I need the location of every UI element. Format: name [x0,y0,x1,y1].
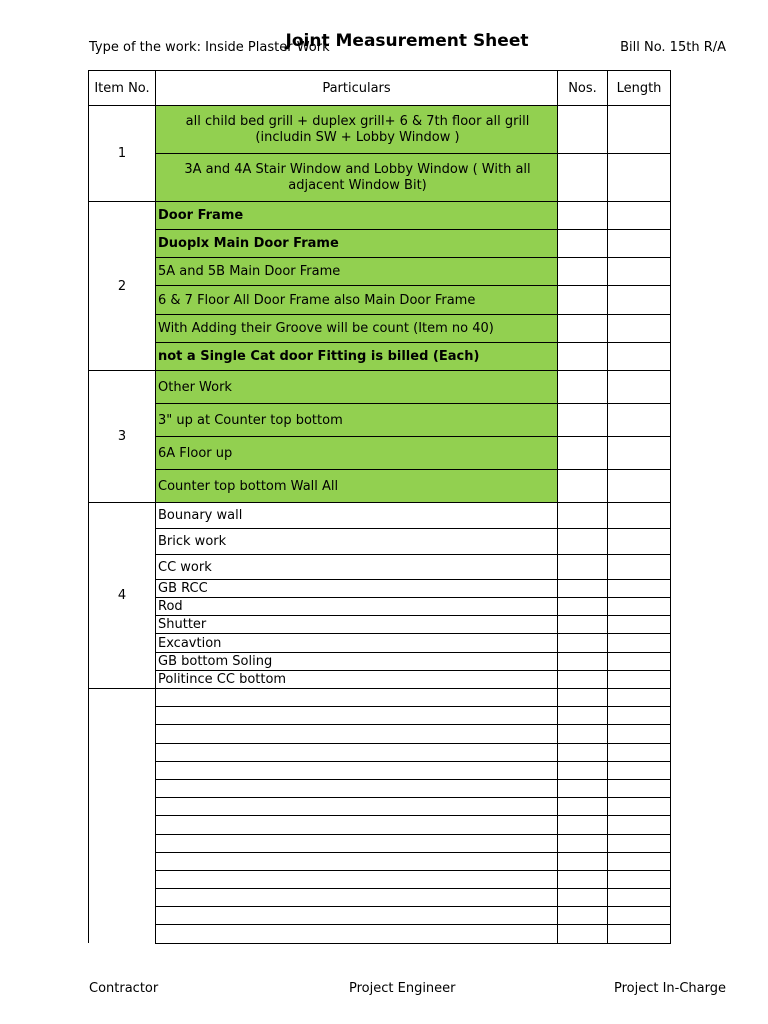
length-cell [608,404,671,437]
particulars-cell: 3" up at Counter top bottom [156,404,558,437]
nos-cell [558,798,608,816]
column-header-length: Length [608,71,671,106]
particulars-cell: 3A and 4A Stair Window and Lobby Window ( With all adjacent Window Bit) [156,154,558,202]
length-cell [608,725,671,743]
length-cell [608,529,671,555]
item-number-cell [89,689,156,944]
particulars-cell [156,834,558,852]
length-cell [608,816,671,834]
particulars-cell: Bounary wall [156,503,558,529]
length-cell [608,470,671,503]
particulars-cell: Other Work [156,371,558,404]
particulars-cell [156,761,558,779]
length-cell [608,779,671,797]
nos-cell [558,437,608,470]
nos-cell [558,816,608,834]
table-row [89,653,671,671]
length-cell [608,437,671,470]
particulars-cell: With Adding their Groove will be count (Item no 40) [156,315,558,343]
length-cell [608,689,671,707]
length-cell [608,580,671,598]
nos-cell [558,689,608,707]
particulars-cell [156,852,558,870]
nos-cell [558,230,608,258]
nos-cell [558,834,608,852]
bill-number: Bill No. 15th R/A [620,40,726,55]
length-cell [608,870,671,888]
empty-table-row [89,834,671,852]
length-cell [608,925,671,943]
signature-contractor: Contractor [89,981,159,996]
particulars-cell: Door Frame [156,202,558,230]
table-row [89,470,671,503]
length-cell [608,743,671,761]
particulars-cell [156,725,558,743]
nos-cell [558,503,608,529]
table-row [89,343,671,371]
nos-cell [558,598,608,616]
nos-cell [558,779,608,797]
table-row [89,371,671,404]
length-cell [608,907,671,925]
table-row [89,598,671,616]
empty-table-row [89,852,671,870]
work-type-label: Type of the work: Inside Plaster Work [89,40,330,55]
signature-project-in-charge: Project In-Charge [613,981,726,996]
particulars-cell [156,689,558,707]
table-row [89,315,671,343]
particulars-cell [156,907,558,925]
nos-cell [558,529,608,555]
empty-table-row [89,816,671,834]
nos-cell [558,925,608,943]
nos-cell [558,707,608,725]
table-row [89,202,671,230]
empty-table-row [89,761,671,779]
length-cell [608,707,671,725]
table-row [89,437,671,470]
length-cell [608,106,671,154]
empty-table-row [89,925,671,943]
particulars-cell [156,816,558,834]
nos-cell [558,852,608,870]
particulars-cell [156,870,558,888]
length-cell [608,634,671,653]
nos-cell [558,653,608,671]
particulars-cell [156,798,558,816]
table-row [89,258,671,286]
empty-table-row [89,907,671,925]
empty-table-row [89,798,671,816]
empty-table-row [89,707,671,725]
particulars-cell: Brick work [156,529,558,555]
nos-cell [558,671,608,689]
length-cell [608,761,671,779]
particulars-cell: Excavtion [156,634,558,653]
particulars-cell [156,925,558,943]
empty-table-row [89,870,671,888]
particulars-cell [156,707,558,725]
particulars-cell: all child bed grill + duplex grill+ 6 & 7th floor all grill (includin SW + Lobby Window ) [156,106,558,154]
particulars-cell: 6 & 7 Floor All Door Frame also Main Door Frame [156,286,558,315]
particulars-cell: Rod [156,598,558,616]
particulars-cell: GB bottom Soling [156,653,558,671]
particulars-cell: not a Single Cat door Fitting is billed (Each) [156,343,558,371]
length-cell [608,616,671,634]
nos-cell [558,761,608,779]
empty-table-row [89,689,671,707]
length-cell [608,315,671,343]
nos-cell [558,470,608,503]
nos-cell [558,634,608,653]
nos-cell [558,889,608,907]
nos-cell [558,743,608,761]
column-header-particulars: Particulars [156,71,558,106]
length-cell [608,258,671,286]
table-row [89,503,671,529]
table-row [89,555,671,580]
item-number-cell: 1 [89,106,156,202]
item-number-cell: 4 [89,503,156,689]
signature-project-engineer: Project Engineer [349,981,456,996]
length-cell [608,798,671,816]
measurement-table [88,70,671,944]
nos-cell [558,725,608,743]
table-row [89,404,671,437]
column-header-nos: Nos. [558,71,608,106]
nos-cell [558,315,608,343]
particulars-cell: Counter top bottom Wall All [156,470,558,503]
length-cell [608,671,671,689]
nos-cell [558,616,608,634]
table-row [89,580,671,598]
length-cell [608,598,671,616]
particulars-cell: CC work [156,555,558,580]
particulars-cell [156,889,558,907]
length-cell [608,555,671,580]
table-row [89,154,671,202]
particulars-cell: GB RCC [156,580,558,598]
nos-cell [558,404,608,437]
empty-table-row [89,725,671,743]
particulars-cell: Duoplx Main Door Frame [156,230,558,258]
empty-table-row [89,743,671,761]
length-cell [608,154,671,202]
table-row [89,671,671,689]
length-cell [608,343,671,371]
table-header-row [89,71,671,106]
nos-cell [558,870,608,888]
nos-cell [558,202,608,230]
nos-cell [558,371,608,404]
nos-cell [558,907,608,925]
nos-cell [558,580,608,598]
length-cell [608,202,671,230]
length-cell [608,286,671,315]
length-cell [608,889,671,907]
nos-cell [558,258,608,286]
particulars-cell: 5A and 5B Main Door Frame [156,258,558,286]
particulars-cell: Politince CC bottom [156,671,558,689]
table-row [89,616,671,634]
table-row [89,106,671,154]
length-cell [608,230,671,258]
particulars-cell [156,743,558,761]
length-cell [608,653,671,671]
nos-cell [558,106,608,154]
length-cell [608,371,671,404]
table-row [89,529,671,555]
table-row [89,230,671,258]
table-row [89,286,671,315]
empty-table-row [89,889,671,907]
table-row [89,634,671,653]
empty-table-row [89,779,671,797]
nos-cell [558,286,608,315]
page-title: Joint Measurement Sheet [285,31,529,51]
length-cell [608,503,671,529]
item-number-cell: 2 [89,202,156,371]
particulars-cell: Shutter [156,616,558,634]
nos-cell [558,154,608,202]
particulars-cell: 6A Floor up [156,437,558,470]
nos-cell [558,555,608,580]
column-header-item-no: Item No. [89,71,156,106]
length-cell [608,852,671,870]
nos-cell [558,343,608,371]
particulars-cell [156,779,558,797]
length-cell [608,834,671,852]
item-number-cell: 3 [89,371,156,503]
